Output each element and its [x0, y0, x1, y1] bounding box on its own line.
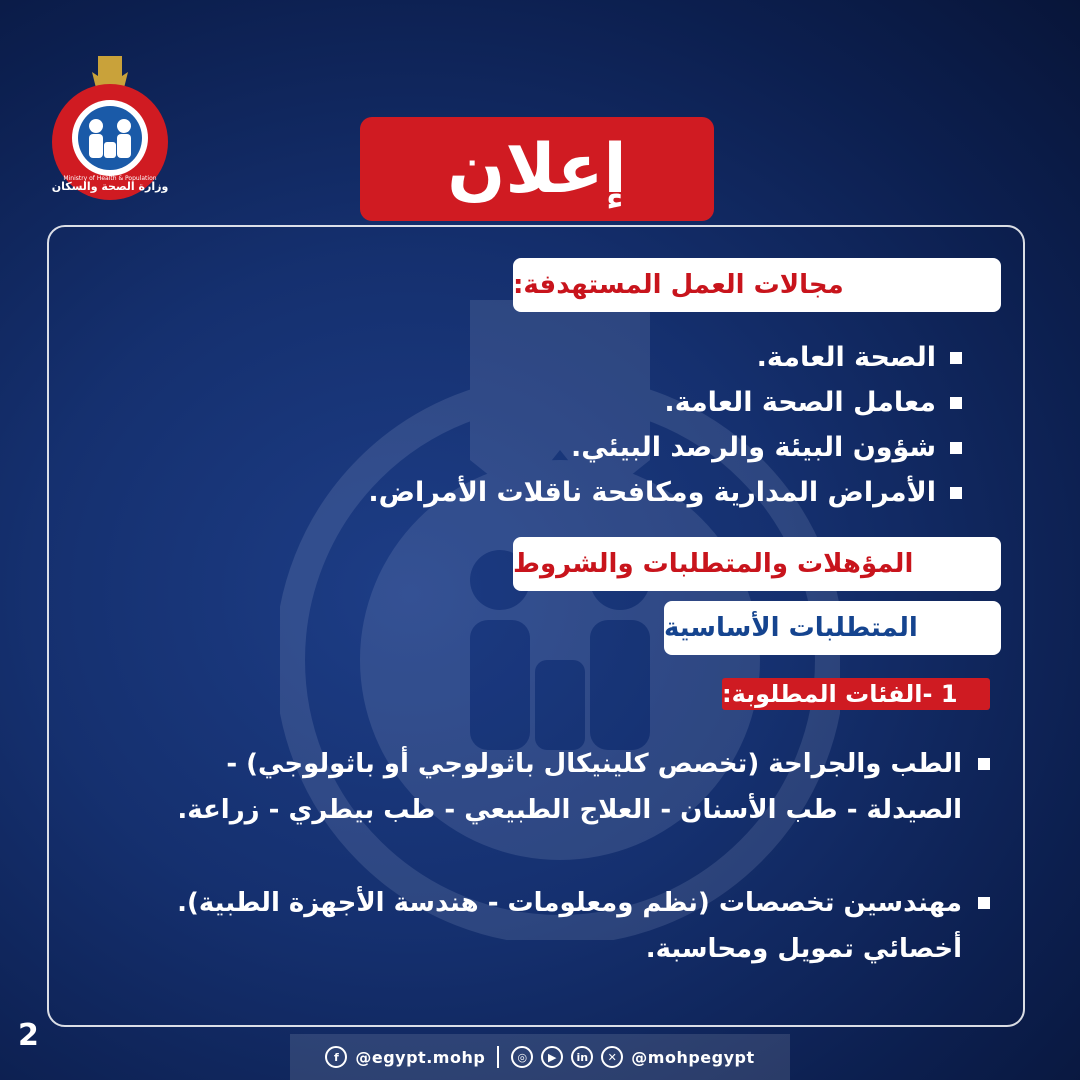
list-item-text: الصحة العامة.	[756, 342, 936, 373]
list-item	[262, 380, 962, 425]
footer-divider	[497, 1046, 499, 1068]
facebook-icon[interactable]: f	[325, 1046, 347, 1068]
basic-requirements-heading-text: المتطلبات الأساسية	[664, 613, 918, 643]
list-item-text: شؤون البيئة والرصد البيئي.	[570, 432, 936, 463]
linkedin-icon[interactable]: in	[571, 1046, 593, 1068]
bullet-square-icon	[950, 352, 962, 364]
announcement-title: إعلان	[360, 117, 714, 221]
x-icon[interactable]: ✕	[601, 1046, 623, 1068]
instagram-icon[interactable]: ◎	[511, 1046, 533, 1068]
paragraph-line: الصيدلة - طب الأسنان - العلاج الطبيعي - طب بيطري - زراعة.	[177, 795, 962, 825]
paragraph-line: الطب والجراحة (تخصص كلينيكال باثولوجي أو باثولوجي) -	[226, 749, 962, 779]
work-fields-heading-text: مجالات العمل المستهدفة:	[513, 270, 844, 300]
list-item-text: معامل الصحة العامة.	[664, 387, 936, 418]
basic-requirements-heading	[664, 601, 1001, 655]
facebook-handle[interactable]: @egypt.mohp	[355, 1047, 486, 1067]
paragraph-line: مهندسين تخصصات (نظم ومعلومات - هندسة الأجهزة الطبية).	[177, 888, 962, 918]
bullet-square-icon	[978, 758, 990, 770]
required-categories-label-text: 1 -الفئات المطلوبة:	[722, 680, 958, 708]
logo-text-ar: وزارة الصحة والسكان	[51, 180, 169, 193]
list-item-text: الأمراض المدارية ومكافحة ناقلات الأمراض.	[368, 477, 936, 508]
social-handle[interactable]: @mohpegypt	[631, 1047, 755, 1067]
list-item	[262, 335, 962, 380]
category-paragraph-engineering	[62, 880, 962, 972]
youtube-icon[interactable]: ▶	[541, 1046, 563, 1068]
work-fields-list	[262, 335, 962, 515]
bullet-square-icon	[950, 487, 962, 499]
page-number: 2	[18, 1018, 39, 1053]
list-item	[262, 470, 962, 515]
ministry-logo	[44, 54, 176, 202]
work-fields-heading	[513, 258, 1001, 312]
qualifications-heading-text: المؤهلات والمتطلبات والشروط	[513, 549, 914, 579]
qualifications-heading	[513, 537, 1001, 591]
list-item	[262, 425, 962, 470]
required-categories-label	[722, 678, 990, 710]
bullet-square-icon	[978, 897, 990, 909]
logo-text-en: Ministry of Health & Population	[63, 175, 157, 182]
category-paragraph-medical	[62, 741, 962, 833]
paragraph-line: أخصائي تمويل ومحاسبة.	[645, 934, 962, 964]
bullet-square-icon	[950, 442, 962, 454]
social-footer	[290, 1034, 790, 1080]
bullet-square-icon	[950, 397, 962, 409]
